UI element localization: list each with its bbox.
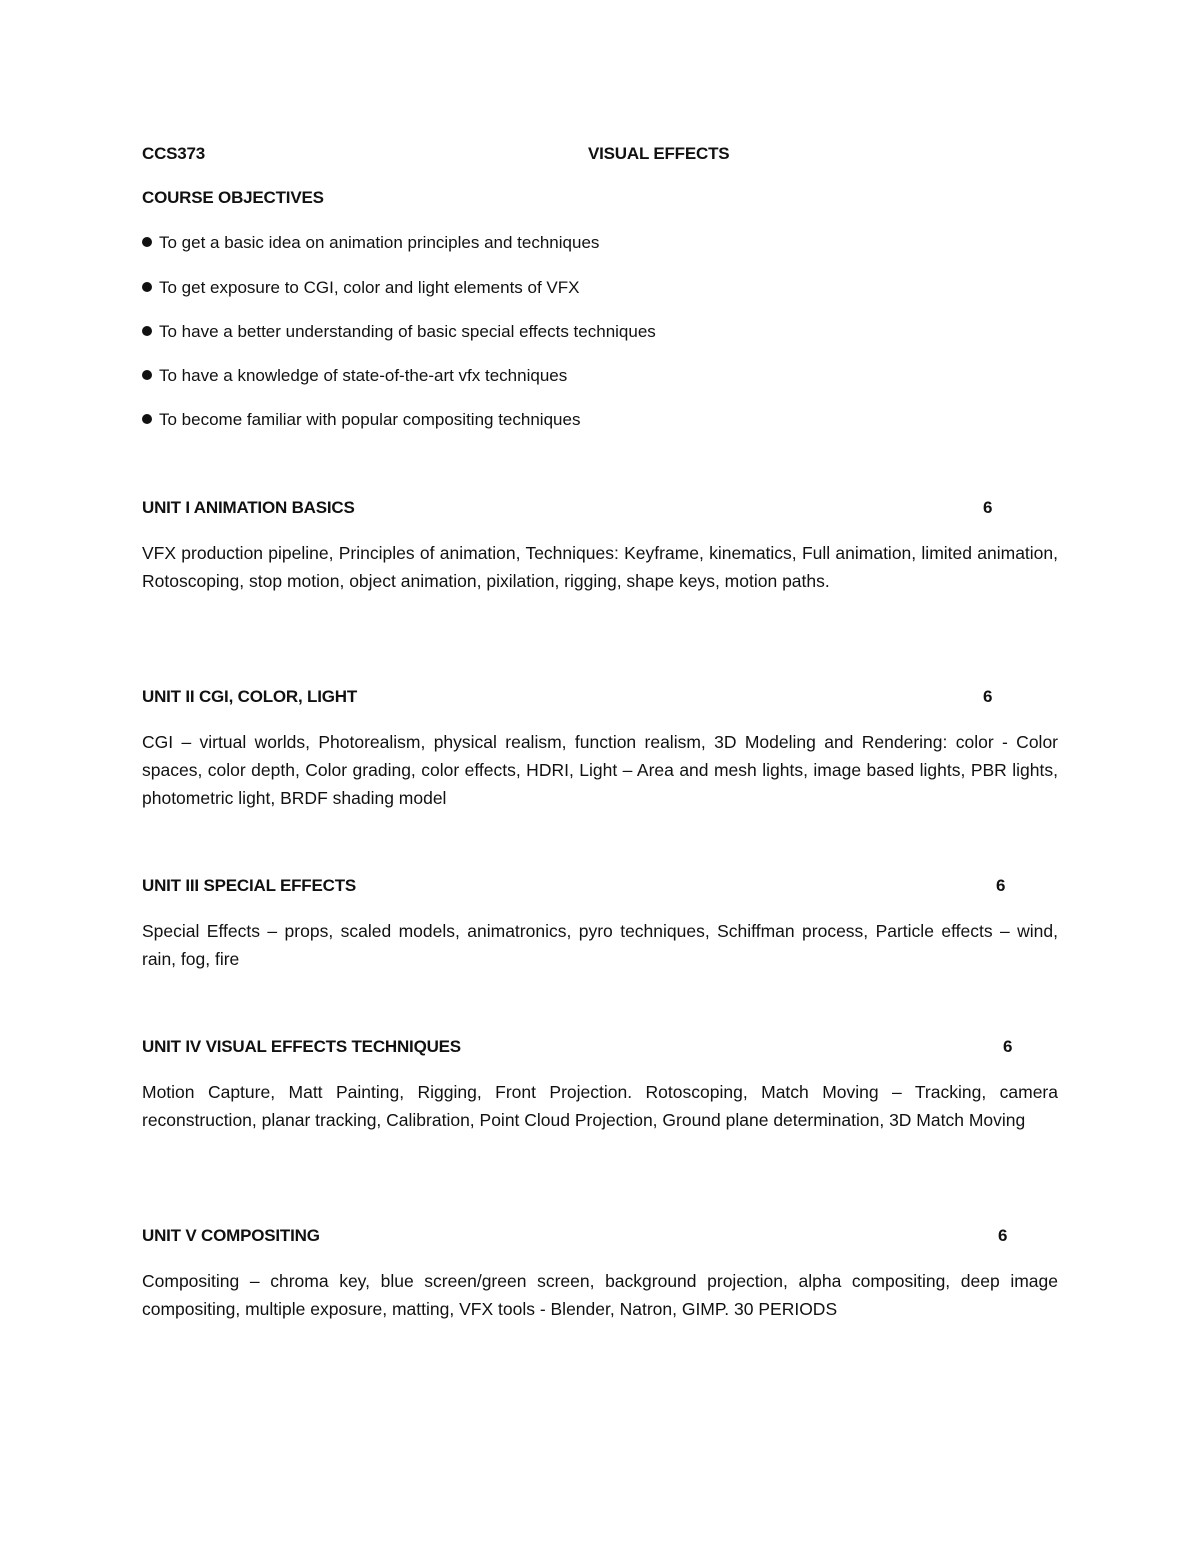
- course-code: CCS373: [142, 144, 206, 163]
- unit-title: UNIT I ANIMATION BASICS: [142, 498, 355, 517]
- objective-item: [142, 233, 599, 253]
- objective-text: To get exposure to CGI, color and light elements of VFX: [159, 278, 580, 297]
- unit-content: Motion Capture, Matt Painting, Rigging, Front Projection. Rotoscoping, Match Moving – Tracking, camera reconstruction, planar tracking, Calibration, Point Cloud Projection, Ground plane determination, 3D Match Moving: [142, 1082, 1058, 1130]
- objective-item: [142, 278, 580, 298]
- bullet-icon: [142, 370, 152, 380]
- objective-text: To become familiar with popular compositing techniques: [159, 410, 581, 429]
- unit-hours: 6: [983, 687, 993, 706]
- objective-text: To get a basic idea on animation principles and techniques: [159, 233, 600, 252]
- unit-content: Special Effects – props, scaled models, animatronics, pyro techniques, Schiffman process, Particle effects – wind, rain, fog, fire: [142, 921, 1058, 969]
- unit-title: UNIT IV VISUAL EFFECTS TECHNIQUES: [142, 1037, 461, 1056]
- objectives-heading: COURSE OBJECTIVES: [142, 188, 324, 207]
- course-title: VISUAL EFFECTS: [588, 144, 730, 163]
- objective-text: To have a knowledge of state-of-the-art vfx techniques: [159, 366, 568, 385]
- unit-content: VFX production pipeline, Principles of animation, Techniques: Keyframe, kinematics, Full animation, limited animation, Rotoscoping, stop motion, object animation, pixilation, rigging, shape keys, motion paths.: [142, 543, 1058, 591]
- unit-content: CGI – virtual worlds, Photorealism, physical realism, function realism, 3D Modeling and Rendering: color - Color spaces, color depth, Color grading, color effects, HDRI, Light – Area and mesh lights, image based lights, PBR lights, photometric light, BRDF shading model: [142, 732, 1058, 808]
- bullet-icon: [142, 282, 152, 292]
- bullet-icon: [142, 326, 152, 336]
- unit-hours: 6: [983, 498, 993, 517]
- unit-hours: 6: [998, 1226, 1008, 1245]
- unit-hours: 6: [996, 876, 1006, 895]
- objective-item: [142, 322, 656, 342]
- objective-item: [142, 410, 580, 430]
- bullet-icon: [142, 414, 152, 424]
- unit-title: UNIT III SPECIAL EFFECTS: [142, 876, 357, 895]
- objective-item: [142, 366, 567, 386]
- unit-content: Compositing – chroma key, blue screen/green screen, background projection, alpha compositing, deep image compositing, multiple exposure, matting, VFX tools - Blender, Natron, GIMP. 30 PERIODS: [142, 1271, 1058, 1319]
- objective-text: To have a better understanding of basic special effects techniques: [159, 322, 656, 341]
- unit-title: UNIT V COMPOSITING: [142, 1226, 320, 1245]
- bullet-icon: [142, 237, 152, 247]
- unit-hours: 6: [1003, 1037, 1013, 1056]
- unit-title: UNIT II CGI, COLOR, LIGHT: [142, 687, 358, 706]
